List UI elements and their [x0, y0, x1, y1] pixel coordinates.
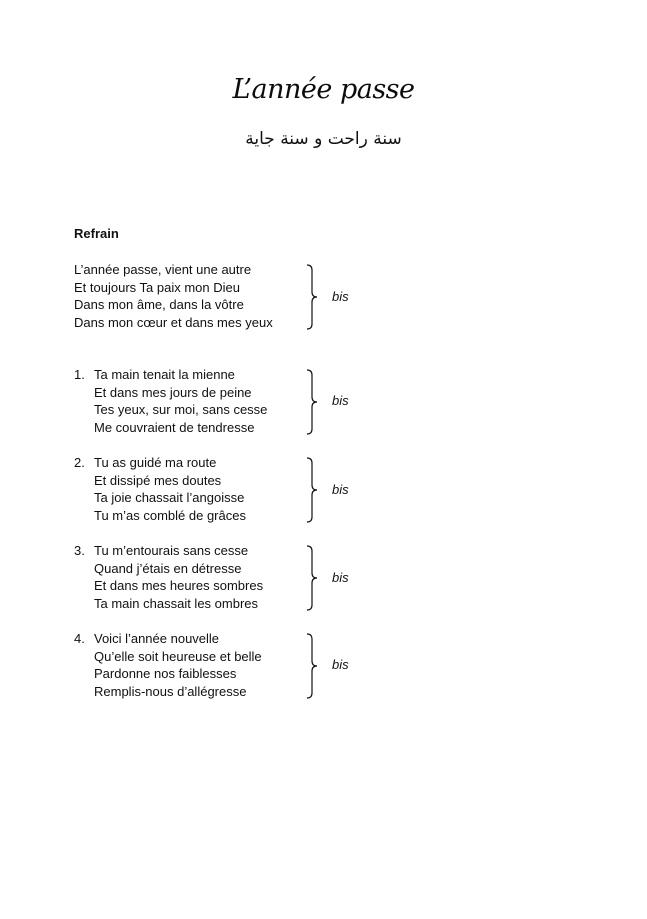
lyric-line: Voici l’année nouvelle: [94, 631, 220, 646]
lyric-line: Dans mon âme, dans la vôtre: [74, 297, 244, 312]
repeat-marker: bis: [332, 657, 349, 672]
lyric-line: Ta main chassait les ombres: [94, 595, 259, 611]
lyric-line: Dans mon cœur et dans mes yeux: [74, 314, 273, 330]
verse-lines: [94, 454, 246, 524]
verse-block: [74, 630, 394, 702]
lyric-line: Remplis-nous d’allégresse: [94, 683, 247, 699]
curly-brace-icon: [306, 369, 322, 435]
verse-lines: [94, 542, 263, 612]
lyric-line: Tes yeux, sur moi, sans cesse: [94, 402, 268, 417]
curly-brace-icon: [306, 264, 322, 330]
repeat-marker: bis: [332, 570, 349, 585]
refrain-heading: Refrain: [74, 226, 119, 241]
repeat-marker: bis: [332, 289, 349, 304]
lyric-line: Qu’elle soit heureuse et belle: [94, 648, 262, 664]
lyric-line: Et dissipé mes doutes: [94, 472, 222, 488]
lyric-line: L’année passe, vient une autre: [74, 262, 252, 277]
repeat-marker: bis: [332, 482, 349, 497]
curly-brace-icon: [306, 545, 322, 611]
lyric-line: Pardonne nos faiblesses: [94, 666, 237, 681]
lyric-line: Et dans mes heures sombres: [94, 578, 264, 593]
lyric-line: Tu m’as comblé de grâces: [94, 507, 246, 523]
lyric-line: Quand j’étais en détresse: [94, 560, 242, 576]
lyric-line: Et toujours Ta paix mon Dieu: [74, 279, 240, 295]
refrain-block: [74, 261, 394, 333]
arabic-subtitle: سنة راحت و سنة جاية: [245, 129, 402, 149]
lyric-line: Ta joie chassait l’angoisse: [94, 490, 245, 505]
verse-number: 4.: [74, 631, 85, 646]
verse-number: 2.: [74, 455, 85, 470]
verse-block: [74, 366, 394, 438]
repeat-marker: bis: [332, 393, 349, 408]
verse-number: 3.: [74, 543, 85, 558]
lyric-line: Tu m’entourais sans cesse: [94, 543, 249, 558]
curly-brace-icon: [306, 457, 322, 523]
verse-block: [74, 454, 394, 526]
lyric-line: Me couvraient de tendresse: [94, 419, 255, 435]
lyric-line: Tu as guidé ma route: [94, 455, 217, 470]
lyric-line: Et dans mes jours de peine: [94, 384, 252, 400]
verse-lines: [94, 366, 267, 436]
refrain-lines: [74, 261, 273, 331]
verse-lines: [94, 630, 262, 700]
song-title: L’année passe: [232, 74, 415, 105]
verse-number: 1.: [74, 367, 85, 382]
curly-brace-icon: [306, 633, 322, 699]
lyric-line: Ta main tenait la mienne: [94, 367, 235, 382]
verse-block: [74, 542, 394, 614]
